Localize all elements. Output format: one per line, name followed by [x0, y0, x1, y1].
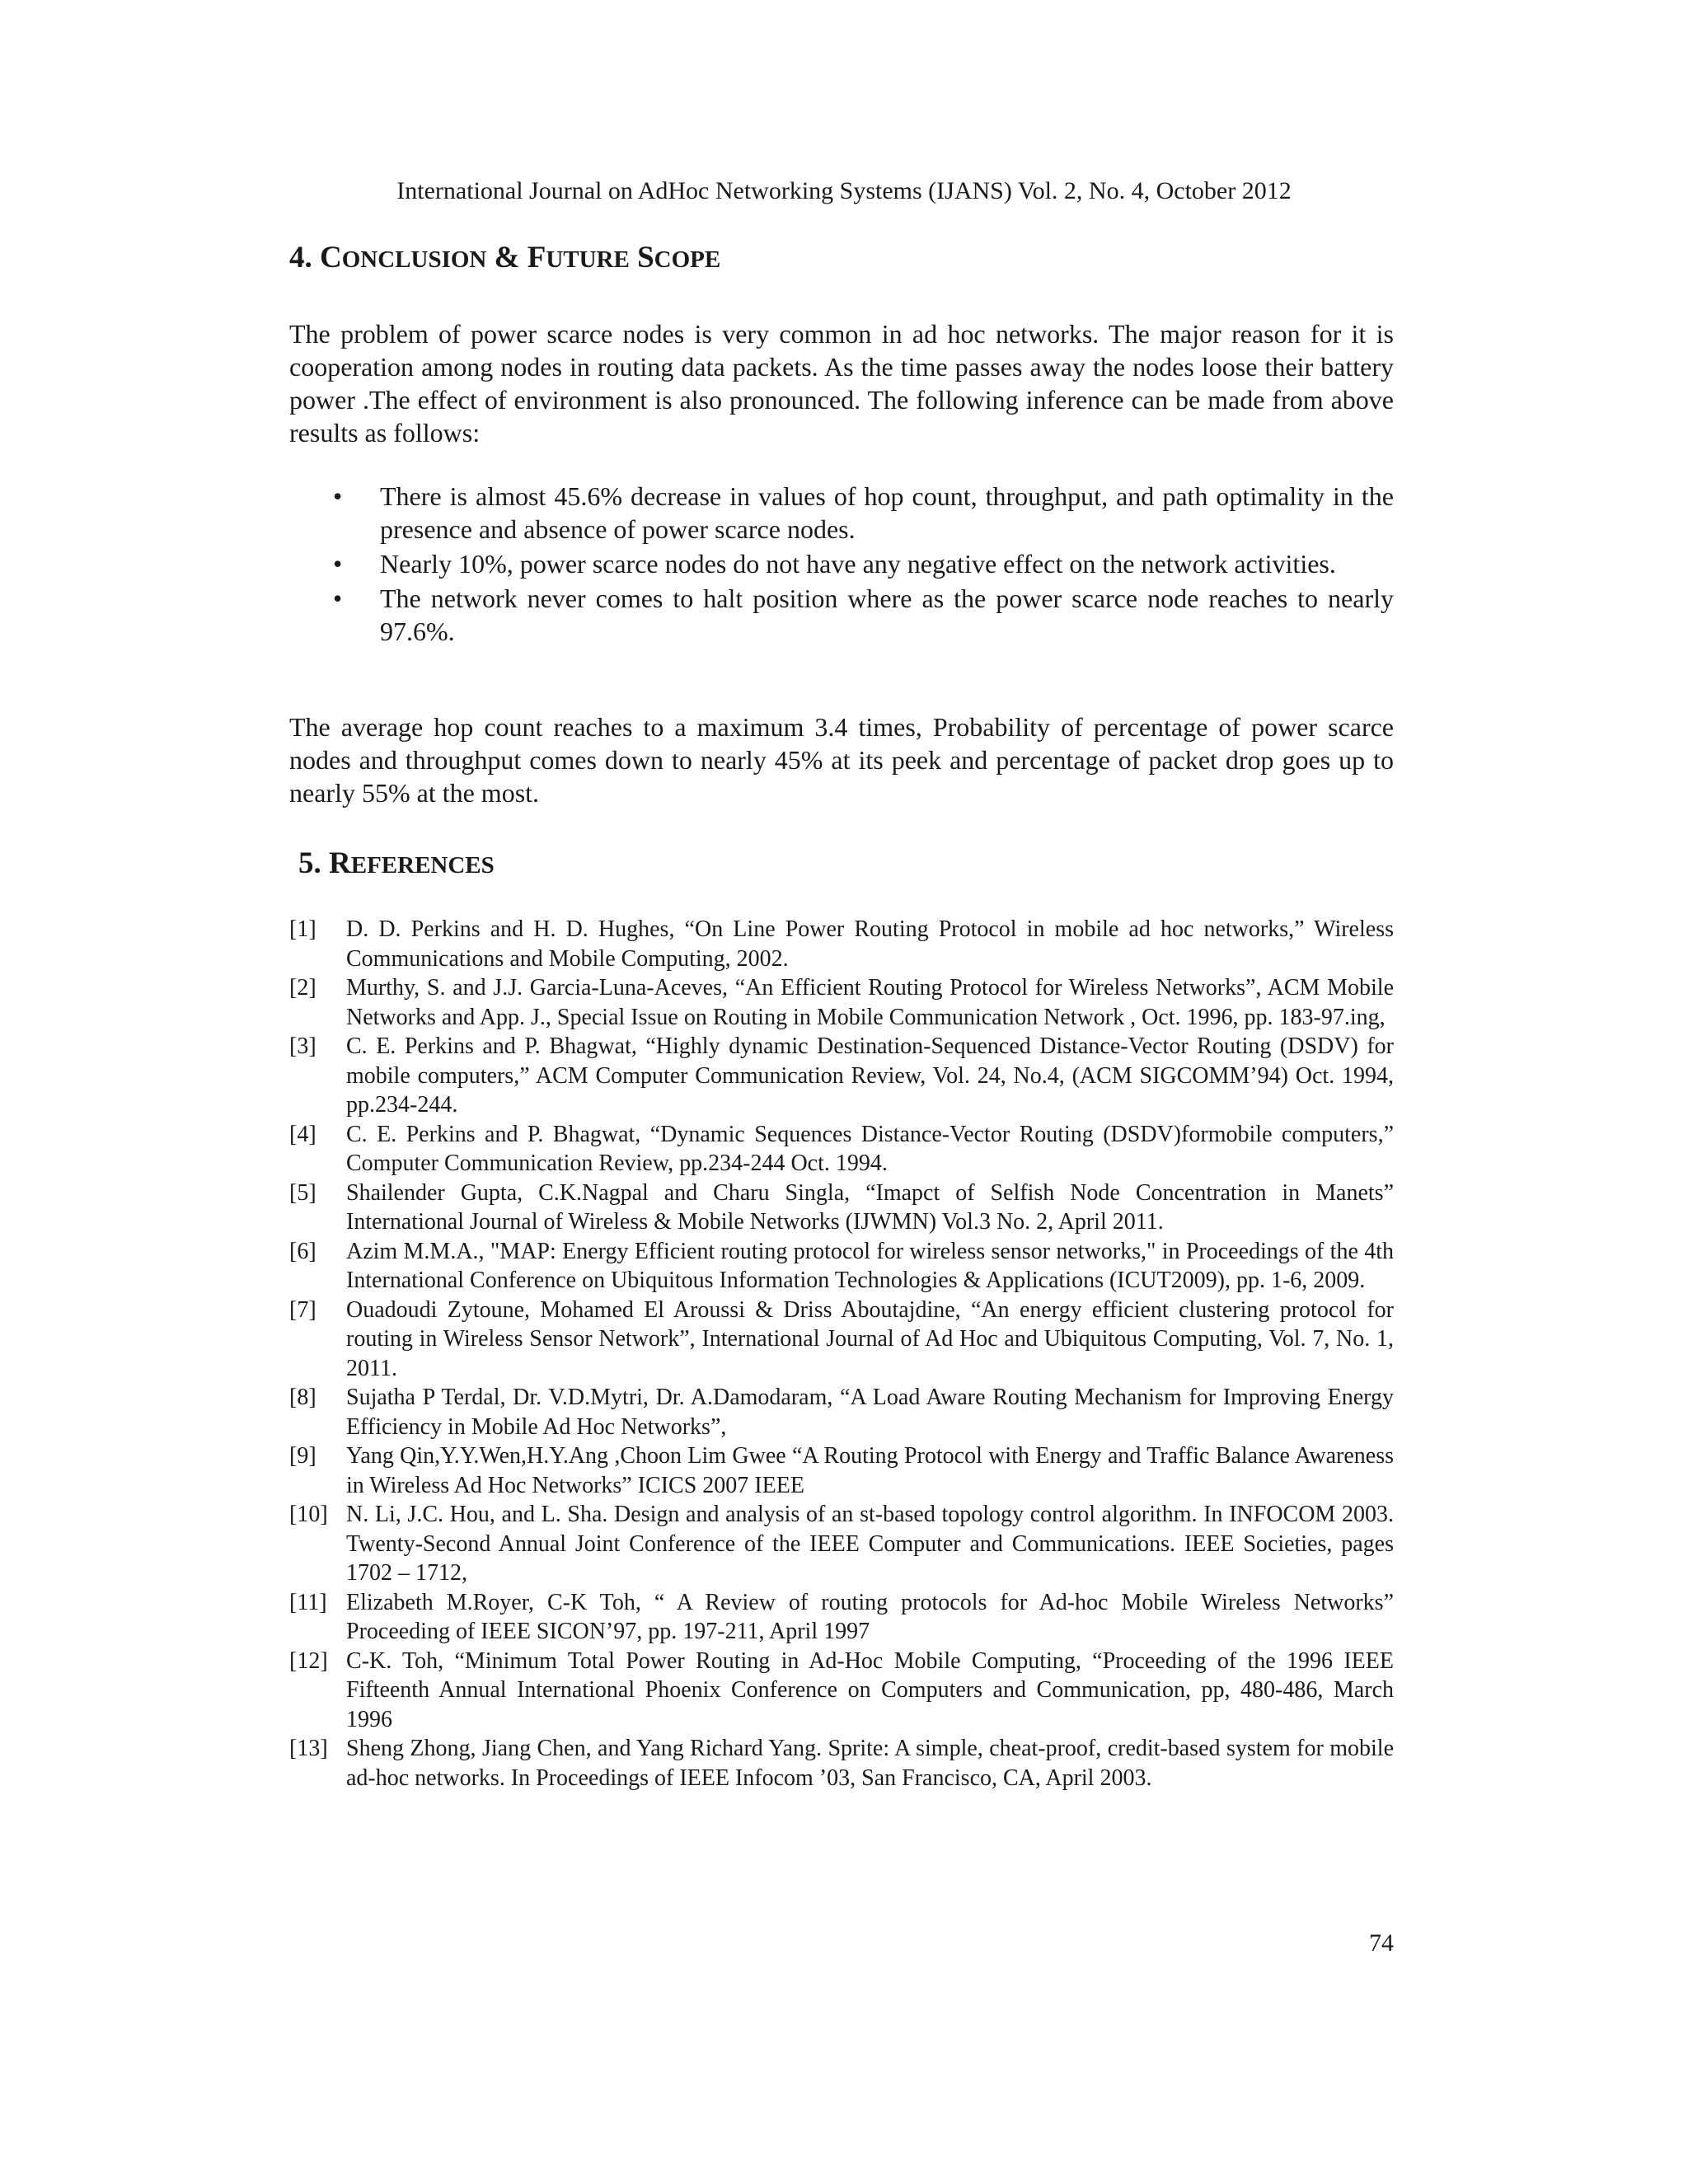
running-header: International Journal on AdHoc Networking Systems (IJANS) Vol. 2, No. 4, October 2012	[396, 177, 1292, 204]
references-number: 5.	[298, 846, 329, 880]
reference-text: D. D. Perkins and H. D. Hughes, “On Line Power Routing Protocol in mobile ad hoc networks,” Wireless Communications and Mobile Computing, 2002.	[346, 916, 1394, 972]
reference-number: [5]	[289, 1179, 316, 1206]
conclusion-paragraph-1: The problem of power scarce nodes is very common in ad hoc networks. The major reason for it is cooperation among nodes in routing data packets. As the time passes away the nodes loose their battery power .The effect of environment is also pronounced. The following inference can be made from above results as follows:	[289, 319, 1394, 448]
reference-text: C-K. Toh, “Minimum Total Power Routing in Ad-Hoc Mobile Computing, “Proceeding of the 1996 IEEE Fifteenth Annual International Phoenix Conference on Computers and Communication, pp, 480-486, March 1996	[346, 1647, 1394, 1732]
conclusion-title-part: COPE	[654, 246, 721, 273]
reference-item	[289, 1441, 1394, 1500]
bullet-icon: •	[333, 549, 343, 579]
conclusion-title-part: S	[637, 241, 654, 274]
page-number: 74	[1369, 1929, 1394, 1957]
conclusion-title-part: UTURE	[546, 246, 630, 273]
reference-number: [6]	[289, 1238, 316, 1264]
reference-list	[289, 915, 1394, 1793]
reference-number: [13]	[289, 1736, 328, 1761]
bullet-icon: •	[333, 583, 343, 613]
references-title-part: R	[329, 846, 351, 880]
list-item	[289, 480, 1394, 546]
reference-text: Shailender Gupta, C.K.Nagpal and Charu Singla, “Imapct of Selfish Node Concentration in Manets” International Journal of Wireless & Mobile Networks (IJWMN) Vol.3 No. 2, April 2011.	[346, 1179, 1394, 1235]
conclusion-title-part: ONCLUSION	[341, 246, 487, 273]
reference-item	[289, 1383, 1394, 1441]
conclusion-title-part: F	[527, 241, 546, 274]
list-item-text: Nearly 10%, power scarce nodes do not have any negative effect on the network activities.	[380, 549, 1336, 579]
reference-item	[289, 1237, 1394, 1296]
references-title-part: EFERENCES	[350, 852, 495, 879]
reference-text: Ouadoudi Zytoune, Mohamed El Aroussi & Driss Aboutajdine, “An energy efficient clustering protocol for routing in Wireless Sensor Network”, International Journal of Ad Hoc and Ubiquitous Computing, Vol. 7, No. 1, 2011.	[346, 1296, 1394, 1381]
reference-text: Elizabeth M.Royer, C-K Toh, “ A Review of routing protocols for Ad-hoc Mobile Wireless Networks” Proceeding of IEEE SICON’97, pp. 197-211, April 1997	[346, 1589, 1394, 1644]
reference-text: Yang Qin,Y.Y.Wen,H.Y.Ang ,Choon Lim Gwee “A Routing Protocol with Energy and Traffic Balance Awareness in Wireless Ad Hoc Networks” ICICS 2007 IEEE	[346, 1443, 1394, 1498]
reference-number: [8]	[289, 1385, 316, 1410]
bullet-icon: •	[333, 481, 343, 511]
list-item	[289, 582, 1394, 648]
reference-item	[289, 973, 1394, 1032]
conclusion-title-part	[630, 241, 637, 274]
reference-item	[289, 1179, 1394, 1237]
reference-number: [1]	[289, 916, 316, 942]
reference-item	[289, 1120, 1394, 1179]
reference-text: Sheng Zhong, Jiang Chen, and Yang Richard Yang. Sprite: A simple, cheat-proof, credit-based system for mobile ad-hoc networks. In Proceedings of IEEE Infocom ’03, San Francisco, CA, April 2003.	[346, 1736, 1394, 1791]
reference-number: [4]	[289, 1121, 316, 1147]
conclusion-title-part: C	[320, 241, 342, 274]
references-heading	[298, 845, 495, 884]
reference-text: Murthy, S. and J.J. Garcia-Luna-Aceves, “An Efficient Routing Protocol for Wireless Networks”, ACM Mobile Networks and App. J., Special Issue on Routing in Mobile Communication Network , Oct. 1996, pp. 183-97.ing,	[346, 975, 1394, 1030]
reference-item	[289, 1647, 1394, 1735]
reference-item	[289, 1734, 1394, 1793]
reference-item	[289, 915, 1394, 973]
reference-text: C. E. Perkins and P. Bhagwat, “Highly dynamic Destination-Sequenced Distance-Vector Routing (DSDV) for mobile computers,” ACM Computer Communication Review, Vol. 24, No.4, (ACM SIGCOMM’94) Oct. 1994, pp.234-244.	[346, 1033, 1394, 1118]
reference-number: [11]	[289, 1589, 327, 1615]
reference-number: [12]	[289, 1647, 328, 1674]
reference-number: [9]	[289, 1443, 316, 1469]
reference-text: C. E. Perkins and P. Bhagwat, “Dynamic Sequences Distance-Vector Routing (DSDV)formobile computers,” Computer Communication Review, pp.234-244 Oct. 1994.	[346, 1121, 1394, 1176]
reference-item	[289, 1588, 1394, 1647]
reference-text: N. Li, J.C. Hou, and L. Sha. Design and analysis of an st-based topology control algorithm. In INFOCOM 2003. Twenty-Second Annual Joint Conference of the IEEE Computer and Communications. IEEE Societies, pages 1702 – 1712,	[346, 1502, 1394, 1586]
reference-number: [2]	[289, 975, 316, 1001]
list-item	[289, 547, 1394, 580]
reference-item	[289, 1296, 1394, 1384]
conclusion-number: 4.	[289, 241, 320, 274]
inference-list	[289, 480, 1394, 649]
reference-number: [7]	[289, 1296, 316, 1323]
list-item-text: The network never comes to halt position where as the power scarce node reaches to nearly 97.6%.	[380, 583, 1394, 646]
reference-item	[289, 1500, 1394, 1588]
reference-number: [10]	[289, 1502, 328, 1527]
conclusion-heading	[289, 239, 720, 279]
reference-text: Sujatha P Terdal, Dr. V.D.Mytri, Dr. A.Damodaram, “A Load Aware Routing Mechanism for Improving Energy Efficiency in Mobile Ad Hoc Networks”,	[346, 1385, 1394, 1440]
list-item-text: There is almost 45.6% decrease in values of hop count, throughput, and path optimality in the presence and absence of power scarce nodes.	[380, 481, 1394, 544]
conclusion-paragraph-2: The average hop count reaches to a maximum 3.4 times, Probability of percentage of power scarce nodes and throughput comes down to nearly 45% at its peek and percentage of packet drop goes up to nearly 55% at the most.	[289, 712, 1394, 808]
reference-text: Azim M.M.A., "MAP: Energy Efficient routing protocol for wireless sensor networks," in Proceedings of the 4th International Conference on Ubiquitous Information Technologies & Applications (ICUT2009), pp. 1-6, 2009.	[346, 1238, 1394, 1293]
reference-number: [3]	[289, 1033, 316, 1059]
conclusion-title-part: &	[486, 241, 528, 274]
reference-item	[289, 1032, 1394, 1120]
